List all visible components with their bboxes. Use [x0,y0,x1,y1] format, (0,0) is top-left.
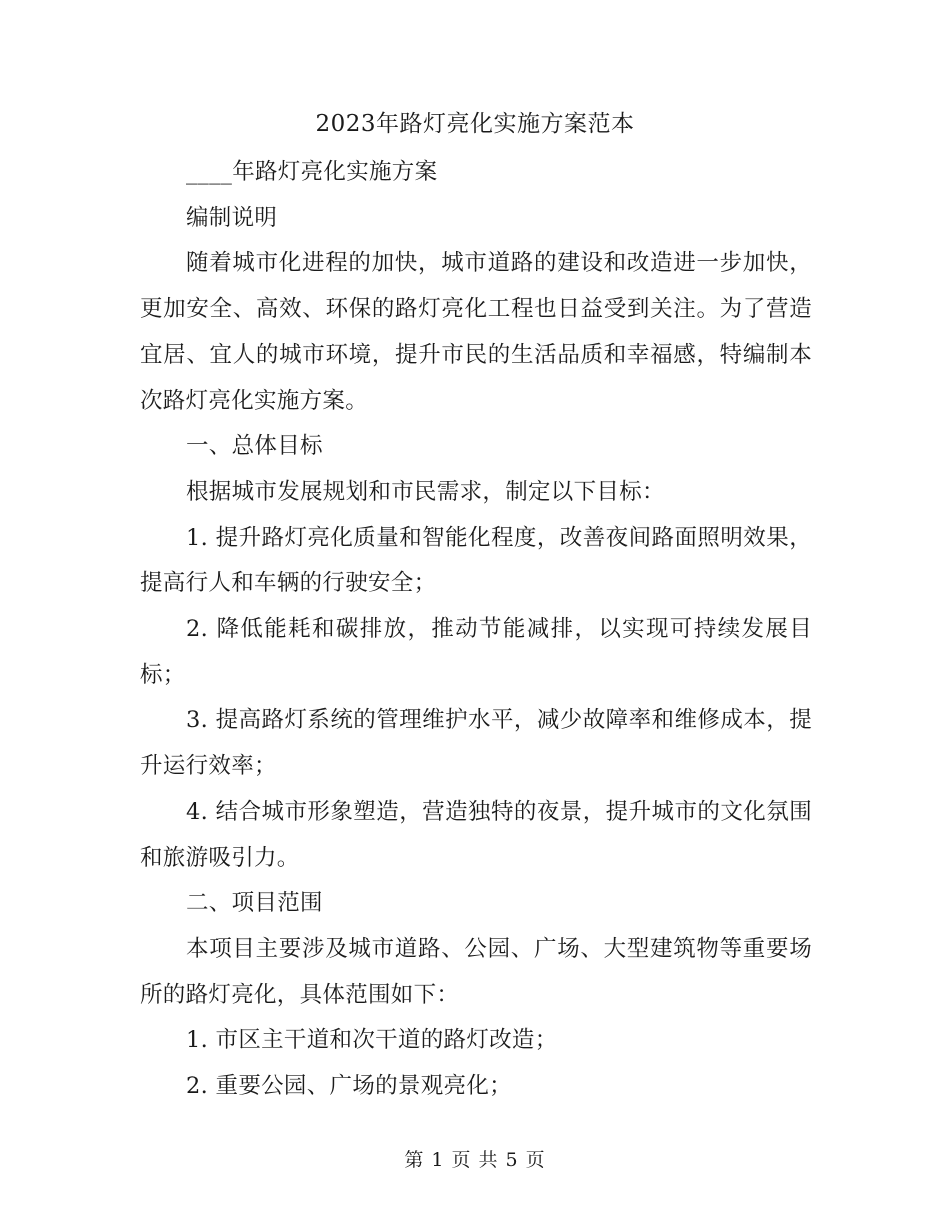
paragraph-preface: 随着城市化进程的加快，城市道路的建设和改造进一步加快，更加安全、高效、环保的路灯亮化工程也日益受到关注。为了营造宜居、宜人的城市环境，提升市民的生活品质和幸福感，特编制本次路灯亮化实施方案。 [140,250,812,414]
page-number-footer: 第 1 页 共 5 页 [404,1149,546,1171]
paragraph-heading-goals: 一、总体目标 [186,433,323,460]
document-body [140,150,812,1110]
paragraph-heading-preface: 编制说明 [186,204,278,231]
paragraph-goal-4: 4. 结合城市形象塑造，营造独特的夜景，提升城市的文化氛围和旅游吸引力。 [140,798,812,871]
document-title: 2023年路灯亮化实施方案范本 [315,111,635,137]
paragraph-heading-scope: 二、项目范围 [186,890,323,917]
paragraph-goal-2: 2. 降低能耗和碳排放，推动节能减排，以实现可持续发展目标； [140,616,812,688]
paragraph-scope-1: 1. 市区主干道和次干道的路灯改造； [186,1027,558,1054]
paragraph-subtitle: ____年路灯亮化实施方案 [186,159,438,185]
paragraph-goals-intro: 根据城市发展规划和市民需求，制定以下目标： [186,478,665,505]
paragraph-goal-1: 1. 提升路灯亮化质量和智能化程度，改善夜间路面照明效果，提高行人和车辆的行驶安全； [140,524,812,597]
paragraph-scope-2: 2. 重要公园、广场的景观亮化； [186,1073,512,1100]
paragraph-scope-intro: 本项目主要涉及城市道路、公园、广场、大型建筑物等重要场所的路灯亮化，具体范围如下： [140,935,812,1008]
paragraph-goal-3: 3. 提高路灯系统的管理维护水平，减少故障率和维修成本，提升运行效率； [140,707,812,780]
